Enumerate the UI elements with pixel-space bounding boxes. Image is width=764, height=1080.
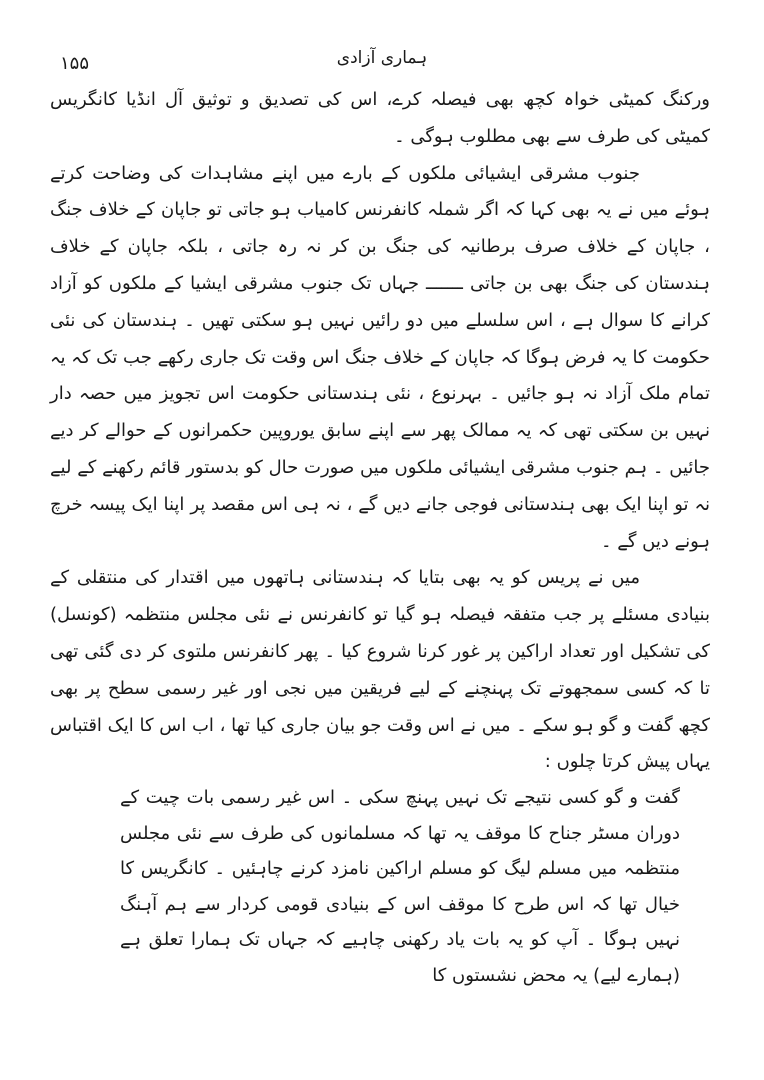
block-quote: [120, 780, 680, 993]
paragraph-press-statement: میں نے پریس کو یہ بھی بتایا کہ ہندستانی ہاتھوں میں اقتدار کی منتقلی کے بنیادی مسئلے پر جب متفقہ فیصلہ ہو گیا تو کانفرنس نے نئی مجلس منتظمہ (کونسل) کی تشکیل اور تعداد اراکین پر غور کرنا شروع کیا ۔ پھر کانفرنس ملتوی کر دی گئی تھی تا کہ کسی سمجھوتے تک پہنچنے کے لیے فریقین میں نجی اور غیر رسمی سطح پر بھی کچھ گفت و گو ہو سکے ۔ میں نے اس وقت جو بیان جاری کیا تھا ، اب اس کا ایک اقتباس یہاں پیش کرتا چلوں :: [50, 567, 710, 773]
body-text: [50, 82, 710, 781]
page-number: ۱۵۵: [60, 53, 90, 74]
paragraph-south-east-asia: جنوب مشرقی ایشیائی ملکوں کے بارے میں اپنے مشاہدات کی وضاحت کرتے ہوئے میں نے یہ بھی کہا کہ اگر شملہ کانفرنس کامیاب ہو جاتی تو جاپان کے خلاف جنگ ، جاپان کے خلاف صرف برطانیہ کی جنگ بن کر نہ رہ جاتی ، بلکہ جاپان کے خلاف ہندستان کی جنگ بھی بن جاتی ـــــــ جہاں تک جنوب مشرقی ایشیا کے ملکوں کو آزاد کرانے کا سوال ہے ، اس سلسلے میں دو رائیں نہیں ہو سکتی تھیں ۔ ہندستان کی نئی حکومت کا یہ فرض ہوگا کہ جاپان کے خلاف جنگ اس وقت تک جاری رکھے جب تک کہ یہ تمام ملک آزاد نہ ہو جائیں ۔ بہرنوع ، نئی ہندستانی حکومت اس تجویز میں حصہ دار نہیں بن سکتی تھی کہ یہ ممالک پھر سے اپنے سابق یوروپین حکمرانوں کے حوالے کر دیے جائیں ۔ ہم جنوب مشرقی ایشیائی ملکوں میں صورت حال کو بدستور قائم رکھنے کے لیے نہ تو اپنا ایک بھی ہندستانی فوجی جانے دیں گے ، نہ ہی اس مقصد پر اپنا ایک پیسہ خرچ ہونے دیں گے ۔: [50, 162, 710, 552]
running-head: ہماری آزادی: [336, 48, 428, 68]
paragraph-continuation: ورکنگ کمیٹی خواہ کچھ بھی فیصلہ کرے، اس کی تصدیق و توثیق آل انڈیا کانگریس کمیٹی کی طرف سے بھی مطلوب ہوگی ۔: [50, 89, 710, 147]
block-quote-text: گفت و گو کسی نتیجے تک نہیں پہنچ سکی ۔ اس غیر رسمی بات چیت کے دوران مسٹر جناح کا موقف یہ تھا کہ مسلمانوں کی طرف سے نئی مجلس منتظمہ میں مسلم لیگ کو مسلم اراکین نامزد کرنے چاہئیں ۔ کانگریس کا خیال تھا کہ اس طرح کا موقف اس کے بنیادی قومی کردار سے ہم آہنگ نہیں ہوگا ۔ آپ کو یہ بات یاد رکھنی چاہیے کہ جہاں تک ہمارا تعلق ہے (ہمارے لیے) یہ محض نشستوں کا: [120, 787, 680, 986]
